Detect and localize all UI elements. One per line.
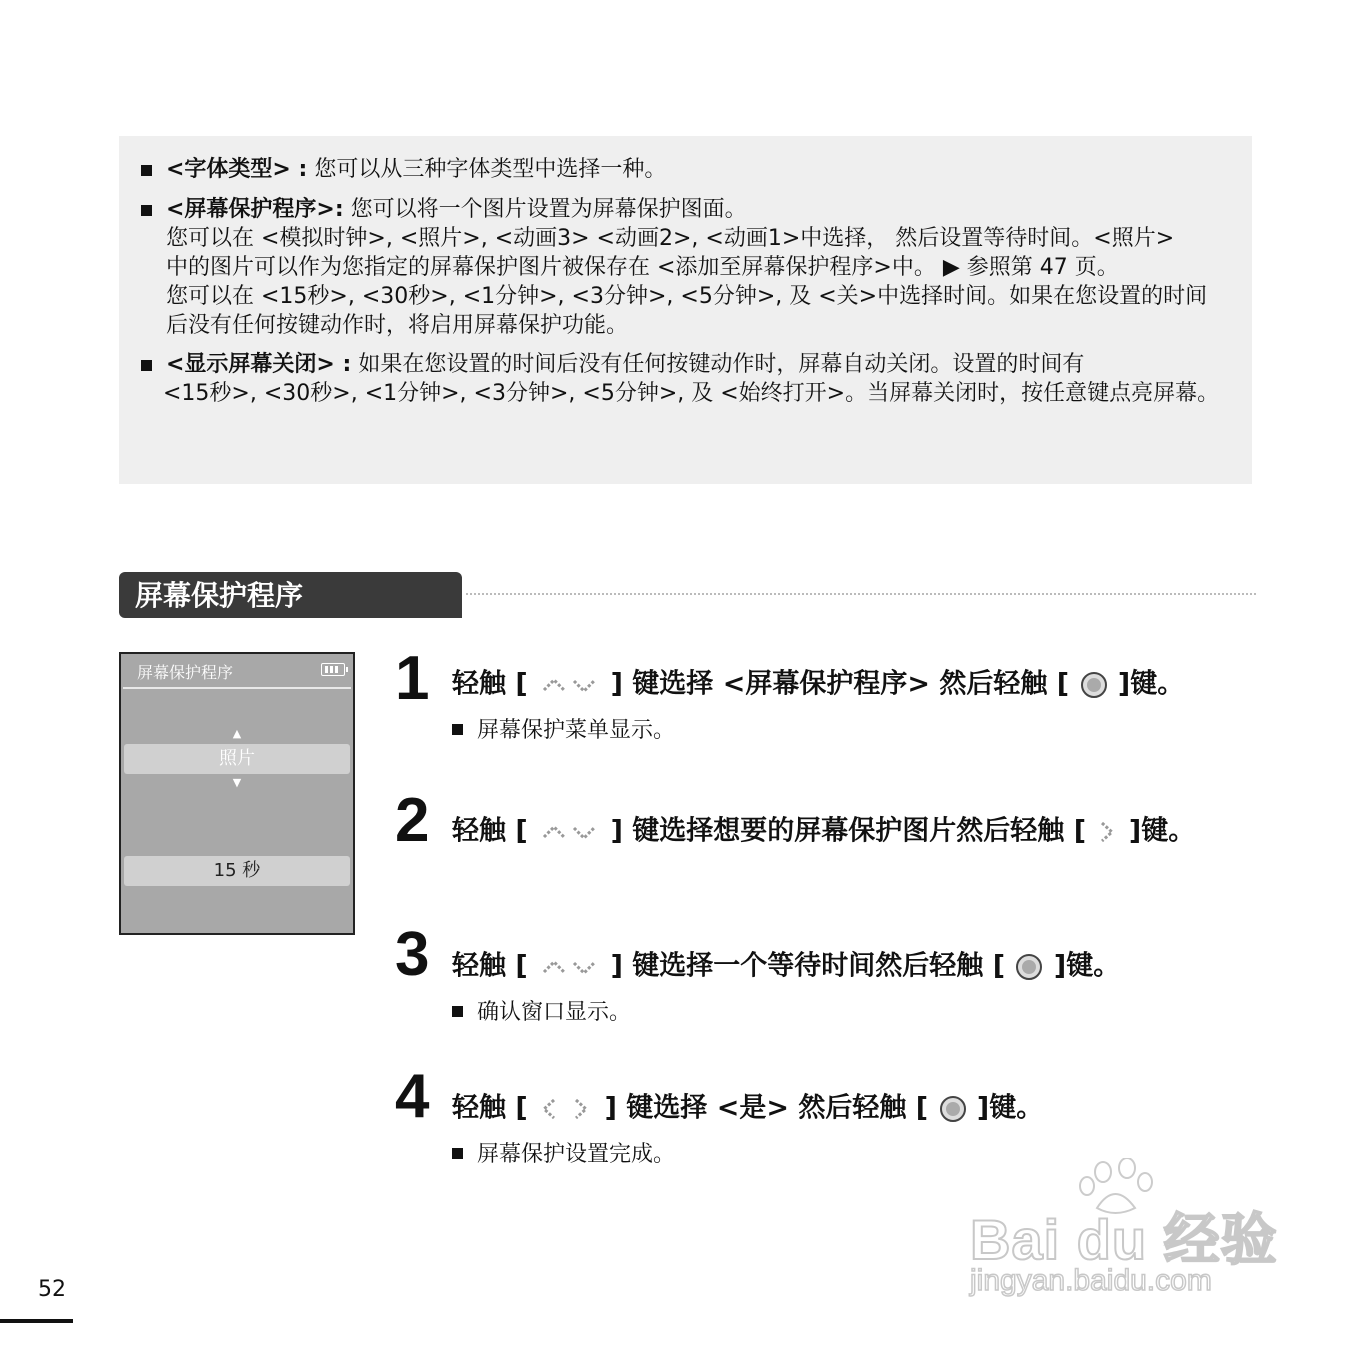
step-number: 4	[395, 1062, 430, 1131]
step-text: 轻触 [	[452, 815, 528, 847]
note-text: 您可以将一个图片设置为屏幕保护图面。	[343, 197, 747, 222]
step-text: ]键。	[976, 1092, 1044, 1124]
note-label: <字体类型> :	[166, 157, 308, 182]
step-number: 1	[395, 644, 430, 713]
note-text: 后没有任何按键动作时，将启用屏幕保护功能。	[166, 313, 629, 338]
right-key-icon	[1096, 818, 1118, 846]
step-note-text: 确认窗口显示。	[477, 1000, 632, 1025]
up-down-keys-icon	[538, 953, 600, 981]
step-instruction	[452, 948, 1120, 985]
step-instruction	[452, 1090, 1043, 1127]
step-number: 3	[395, 920, 430, 989]
select-button-icon	[1015, 953, 1043, 981]
baidu-watermark	[965, 1158, 1285, 1308]
bullet-square	[452, 1006, 463, 1017]
watermark-brand: Bai du 经验	[970, 1208, 1278, 1271]
bullet-square	[452, 1148, 463, 1159]
device-divider	[123, 687, 351, 689]
step-note	[452, 1140, 675, 1170]
battery-icon	[321, 663, 345, 676]
bullet-square	[141, 165, 152, 176]
note-text: 您可以在 <模拟时钟>, <照片>, <动画3> <动画2>, <动画1>中选择， 然后设置等待时间。<照片>	[166, 226, 1175, 251]
device-menu-time: 15 秒	[124, 856, 350, 886]
note-label: <显示屏幕关闭> :	[166, 352, 352, 377]
step-text: 轻触 [	[452, 668, 528, 700]
up-down-keys-icon	[538, 671, 600, 699]
step-text: 轻触 [	[452, 950, 528, 982]
step-text: ]键。	[1053, 950, 1121, 982]
bullet-square	[141, 205, 152, 216]
step-text: ] 键选择 <屏幕保护程序> 然后轻触 [	[610, 668, 1070, 700]
section-title: 屏幕保护程序	[119, 572, 462, 618]
select-button-icon	[1080, 671, 1108, 699]
watermark-url: jingyan.baidu.com	[970, 1264, 1212, 1297]
step-note	[452, 998, 631, 1028]
section-divider	[466, 593, 1256, 595]
select-button-icon	[939, 1095, 967, 1123]
page-number: 52	[38, 1277, 66, 1302]
step-text: ]键。	[1128, 815, 1196, 847]
device-title: 屏幕保护程序	[137, 663, 234, 682]
step-text: ] 键选择一个等待时间然后轻触 [	[610, 950, 1006, 982]
step-text: 轻触 [	[452, 1092, 528, 1124]
note-label: <屏幕保护程序>:	[166, 197, 344, 222]
left-right-keys-icon	[538, 1095, 594, 1123]
info-box	[119, 136, 1252, 484]
note-text: <15秒>, <30秒>, <1分钟>, <3分钟>, <5分钟>, 及 <始终打开>。当屏幕关闭时，按任意键点亮屏幕。	[163, 381, 1220, 406]
up-down-keys-icon	[538, 818, 600, 846]
note-text: 中的图片可以作为您指定的屏幕保护图片被保存在 <添加至屏幕保护程序>中。 ▶ 参照第 47 页。	[166, 255, 1119, 280]
device-menu-selected: 照片	[124, 744, 350, 774]
step-instruction	[452, 813, 1195, 850]
step-note	[452, 716, 675, 746]
step-instruction	[452, 666, 1184, 703]
note-text: 如果在您设置的时间后没有任何按键动作时，屏幕自动关闭。设置的时间有	[351, 352, 1085, 377]
step-text: ] 键选择想要的屏幕保护图片然后轻触 [	[610, 815, 1087, 847]
step-number: 2	[395, 786, 430, 855]
step-note-text: 屏幕保护菜单显示。	[477, 718, 676, 743]
device-screen	[119, 652, 355, 935]
note-text: 您可以从三种字体类型中选择一种。	[307, 157, 667, 182]
arrow-down-icon: ▼	[232, 776, 242, 789]
note-text: 您可以在 <15秒>, <30秒>, <1分钟>, <3分钟>, <5分钟>, 及 <关>中选择时间。如果在您设置的时间	[166, 284, 1208, 309]
step-note-text: 屏幕保护设置完成。	[477, 1142, 676, 1167]
step-text: ]键。	[1117, 668, 1185, 700]
bullet-square	[452, 724, 463, 735]
note-display-off	[141, 350, 1241, 408]
step-text: ] 键选择 <是> 然后轻触 [	[604, 1092, 929, 1124]
note-font-type	[141, 155, 1241, 184]
note-screensaver	[141, 195, 1241, 340]
bullet-square	[141, 360, 152, 371]
arrow-up-icon: ▲	[232, 727, 242, 740]
page-number-rule	[0, 1319, 73, 1323]
